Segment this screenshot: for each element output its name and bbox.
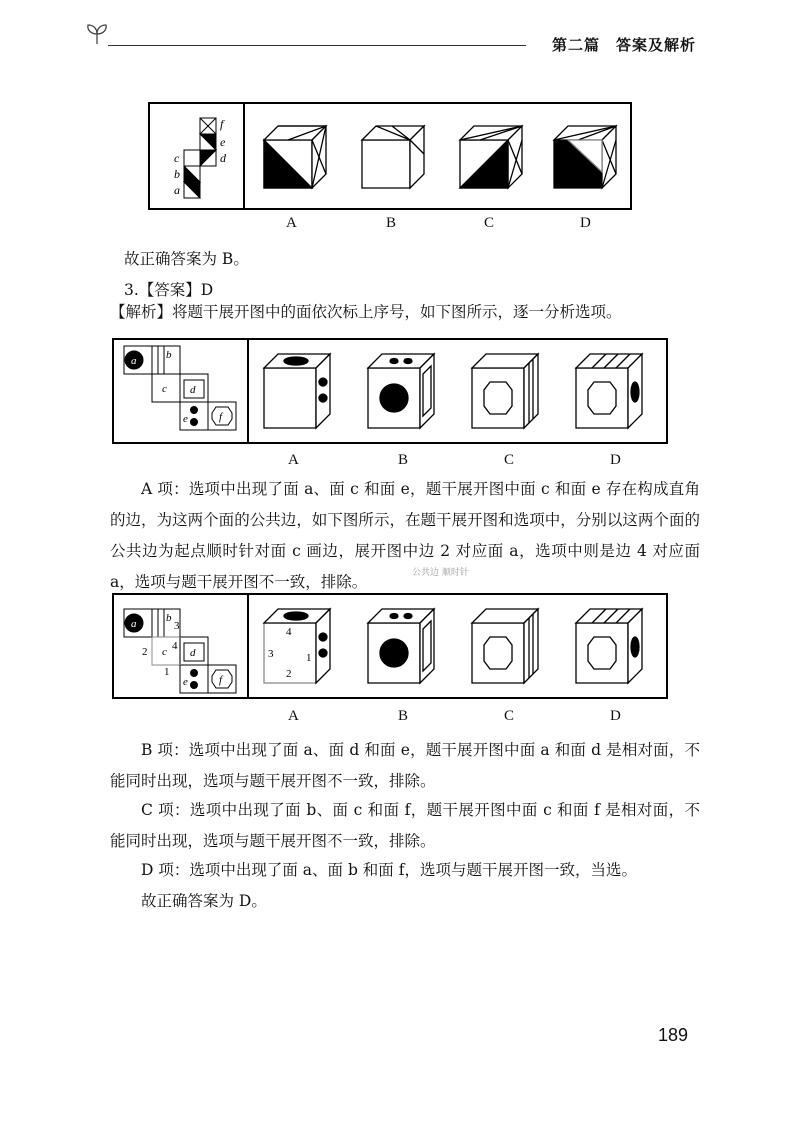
net-edge-2: 2 bbox=[142, 646, 148, 658]
option-b-analysis: B 项：选项中出现了面 a、面 d 和面 e，题干展开图中面 a 和面 d 是相对面，不能同时出现，选项与题干展开图不一致，排除。 bbox=[110, 741, 700, 790]
answer-d-line: 故正确答案为 D。 bbox=[141, 892, 267, 910]
cube-net bbox=[184, 118, 216, 198]
option-d-analysis: D 项：选项中出现了面 a、面 b 和面 f，选项与题干展开图一致，当选。 bbox=[141, 861, 637, 879]
option-cubes bbox=[264, 126, 616, 188]
section-title: 第二篇 答案及解析 bbox=[552, 36, 697, 54]
cube-edge-4: 4 bbox=[286, 626, 292, 638]
handwritten-note: 公共边 顺时针 bbox=[412, 568, 469, 578]
figure-1-labels bbox=[148, 215, 632, 235]
net-label-c: c bbox=[162, 646, 167, 658]
cube-option-a bbox=[264, 126, 326, 188]
net-label-c: c bbox=[174, 151, 180, 165]
option-label-c: C bbox=[504, 452, 515, 468]
cube-option-d bbox=[576, 609, 642, 683]
net-label-d: d bbox=[190, 647, 196, 659]
net-label-c: c bbox=[162, 383, 167, 395]
header-rule bbox=[108, 45, 526, 46]
figure-2 bbox=[112, 338, 668, 444]
option-label-c: C bbox=[484, 215, 495, 231]
option-label-d: D bbox=[580, 215, 591, 231]
option-label-d: D bbox=[610, 708, 621, 724]
option-c-analysis: C 项：选项中出现了面 b、面 c 和面 f，题干展开图中面 c 和面 f 是相对面，不能同时出现，选项与题干展开图不一致，排除。 bbox=[110, 801, 700, 850]
option-label-b: B bbox=[398, 452, 409, 468]
option-label-c: C bbox=[504, 708, 515, 724]
net-label-e: e bbox=[183, 676, 188, 688]
net-label-f: f bbox=[219, 674, 223, 686]
cube-option-a bbox=[264, 609, 330, 683]
net-edge-1: 1 bbox=[164, 666, 170, 678]
option-label-a: A bbox=[288, 708, 299, 724]
net-label-d: d bbox=[220, 151, 226, 165]
cube-edge-1: 1 bbox=[306, 652, 312, 664]
cube-option-c bbox=[472, 354, 538, 428]
net-label-a: a bbox=[131, 355, 137, 367]
net-label-f: f bbox=[220, 117, 224, 131]
net-label-f: f bbox=[219, 411, 223, 423]
answer-b-line: 故正确答案为 B。 bbox=[124, 250, 249, 268]
question-3-answer: 3.【答案】D bbox=[124, 281, 214, 299]
figure-3 bbox=[112, 593, 668, 699]
cube-option-a bbox=[264, 354, 330, 428]
option-cubes bbox=[264, 354, 642, 428]
option-label-a: A bbox=[286, 215, 297, 231]
cube-edge-3: 3 bbox=[268, 648, 274, 660]
option-label-d: D bbox=[610, 452, 621, 468]
net-label-e: e bbox=[220, 135, 226, 149]
figure-1 bbox=[148, 102, 632, 210]
cube-option-c bbox=[460, 126, 522, 188]
cube-option-d bbox=[554, 126, 616, 188]
net-label-e: e bbox=[183, 413, 188, 425]
cube-option-c bbox=[472, 609, 538, 683]
net-label-b: b bbox=[166, 349, 172, 361]
page-number: 189 bbox=[658, 1025, 689, 1045]
sprout-icon bbox=[84, 22, 110, 46]
net-label-a: a bbox=[131, 618, 137, 630]
net-edge-4: 4 bbox=[172, 640, 178, 652]
cube-option-b bbox=[368, 354, 434, 428]
option-label-a: A bbox=[288, 452, 299, 468]
figure-3-labels bbox=[112, 708, 668, 728]
net-edge-3: 3 bbox=[174, 620, 180, 632]
figure-2-labels bbox=[112, 452, 668, 472]
option-label-b: B bbox=[386, 215, 397, 231]
option-a-analysis: A 项：选项中出现了面 a、面 c 和面 e，题干展开图中面 c 和面 e 存在构成直角的边，为这两个面的公共边，如下图所示，在题干展开图和选项中，分别以这两个面的公共边为起点顺时针对面 c 画边，展开图中边 2 对应面 a，选项中则是边 4 对应面 a，选项与题干展开图不一致，排除。 bbox=[110, 480, 700, 591]
analysis-intro: 【解析】将题干展开图中的面依次标上序号，如下图所示，逐一分析选项。 bbox=[110, 303, 622, 321]
cube-option-d bbox=[576, 354, 642, 428]
option-cubes bbox=[264, 609, 642, 683]
net-label-b: b bbox=[174, 167, 180, 181]
option-label-b: B bbox=[398, 708, 409, 724]
net-label-a: a bbox=[174, 183, 180, 197]
cube-option-b bbox=[368, 609, 434, 683]
net-label-d: d bbox=[190, 384, 196, 396]
cube-option-b bbox=[362, 126, 424, 188]
cube-edge-2: 2 bbox=[286, 668, 292, 680]
net-label-b: b bbox=[166, 612, 172, 624]
page-header bbox=[0, 0, 800, 60]
